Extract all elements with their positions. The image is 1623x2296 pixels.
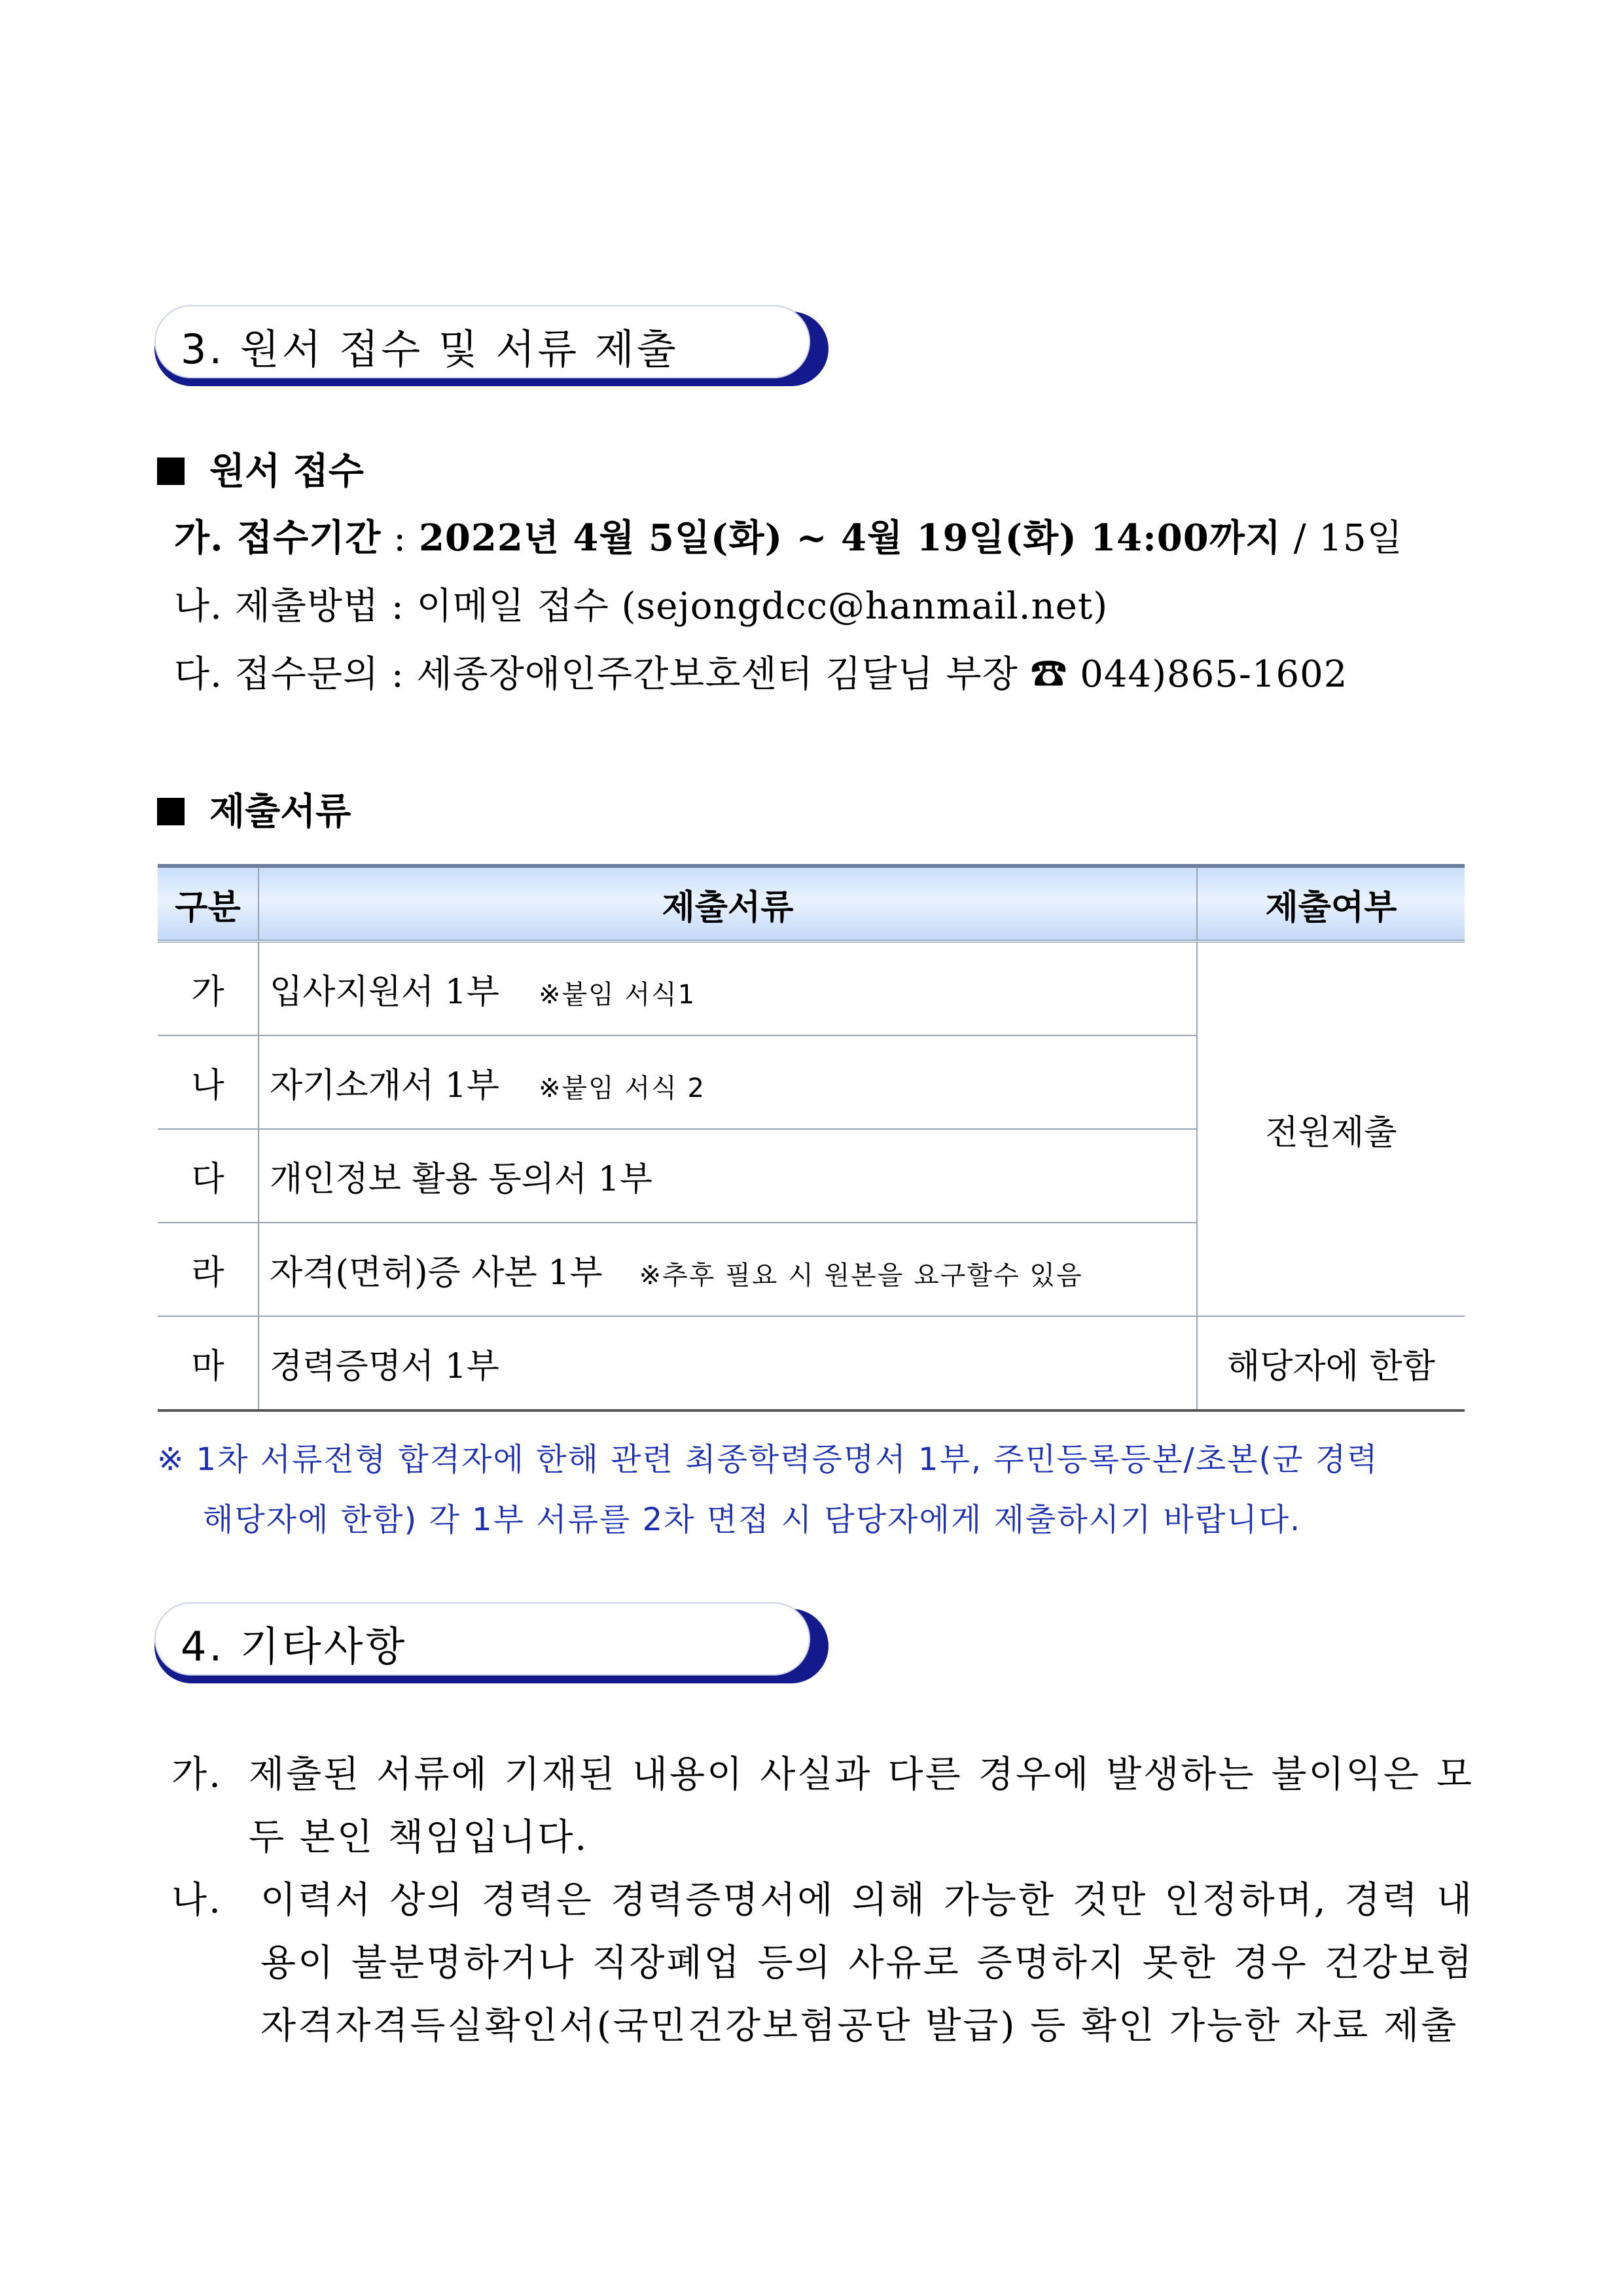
document-name: 자기소개서 1부	[270, 1066, 500, 1105]
footnote-line: ※ 1차 서류전형 합격자에 한해 관련 최종학력증명서 1부, 주민등록등본/초본(군 경력	[157, 1441, 1379, 1478]
reception-method	[174, 577, 1108, 630]
section-4-title: 4. 기타사항	[181, 1623, 408, 1670]
table-row	[158, 1316, 1465, 1410]
reception-inquiry-label: 다. 접수문의	[174, 653, 380, 696]
document-note: ※추후 필요 시 원본을 요구할수 있음	[639, 1261, 1083, 1291]
separator: :	[381, 517, 419, 560]
group-status: 전원제출	[1197, 941, 1465, 1316]
column-header: 제출서류	[259, 866, 1197, 941]
row-key: 나	[158, 1035, 259, 1129]
separator: :	[379, 585, 417, 628]
reception-period	[174, 509, 1403, 562]
row-key: 다	[158, 1129, 259, 1223]
document-name: 경력증명서 1부	[270, 1347, 500, 1386]
column-header: 구분	[158, 866, 259, 941]
separator: :	[379, 653, 417, 696]
row-document	[259, 941, 1197, 1035]
section-3-title: 3. 원서 접수 및 서류 제출	[181, 325, 679, 373]
row-document	[259, 1316, 1197, 1410]
etc-item	[171, 1744, 1474, 1869]
document-name: 입사지원서 1부	[270, 973, 500, 1012]
reception-inquiry-value: 세종장애인주간보호센터 김달님 부장 ☎ 044)865-1602	[416, 653, 1348, 696]
documents-footnote	[157, 1429, 1472, 1550]
document-name: 자격(면허)증 사본 1부	[270, 1253, 603, 1293]
item-text: 이력서 상의 경력은 경력증명서에 의해 가능한 것만 인정하며, 경력 내용이 불분명하거나 직장폐업 등의 사유로 증명하지 못한 경우 건강보험자격자격득실확인서(국민건강보험공단 발급) 등 확인 가능한 자료 제출	[260, 1879, 1474, 2047]
row-document	[259, 1223, 1197, 1316]
square-bullet-icon	[157, 457, 185, 485]
square-bullet-icon	[157, 798, 185, 825]
section-4-header	[154, 1602, 835, 1683]
item-label: 나.	[171, 1879, 223, 1922]
row-key: 라	[158, 1223, 259, 1316]
document-note: ※붙임 서식 2	[539, 1073, 705, 1103]
document-note: ※붙임 서식1	[539, 980, 696, 1010]
row-key: 가	[158, 941, 259, 1035]
document-name: 개인정보 활용 동의서 1부	[270, 1160, 652, 1199]
item-text: 제출된 서류에 기재된 내용이 사실과 다른 경우에 발생하는 불이익은 모두 본인 책임입니다.	[249, 1753, 1474, 1859]
table-row	[158, 941, 1465, 1035]
documents-table	[158, 864, 1465, 1412]
reception-period-value: 2022년 4월 5일(화) ~ 4월 19일(화) 14:00까지	[418, 516, 1281, 560]
reception-inquiry	[174, 645, 1347, 698]
reception-method-label: 나. 제출방법	[174, 585, 380, 628]
row-document	[259, 1129, 1197, 1223]
row-key: 마	[158, 1316, 259, 1410]
item-label: 가.	[171, 1753, 223, 1796]
table-header-row	[158, 866, 1465, 941]
reception-heading-text: 원서 접수	[209, 450, 364, 493]
row-document	[259, 1035, 1197, 1129]
documents-heading-text: 제출서류	[209, 791, 351, 833]
reception-period-label: 가. 접수기간	[174, 516, 382, 560]
reception-heading	[157, 442, 364, 495]
reception-method-value: 이메일 접수 (sejongdcc@hanmail.net)	[416, 585, 1109, 628]
documents-heading	[157, 783, 351, 835]
footnote-line: 해당자에 한함) 각 1부 서류를 2차 면접 시 담당자에게 제출하시기 바랍니다.	[203, 1501, 1302, 1538]
column-header: 제출여부	[1197, 866, 1465, 941]
etc-item	[171, 1869, 1474, 2058]
reception-period-days: / 15일	[1281, 517, 1403, 560]
section-3-header	[154, 305, 835, 386]
row-status: 해당자에 한함	[1197, 1316, 1465, 1410]
